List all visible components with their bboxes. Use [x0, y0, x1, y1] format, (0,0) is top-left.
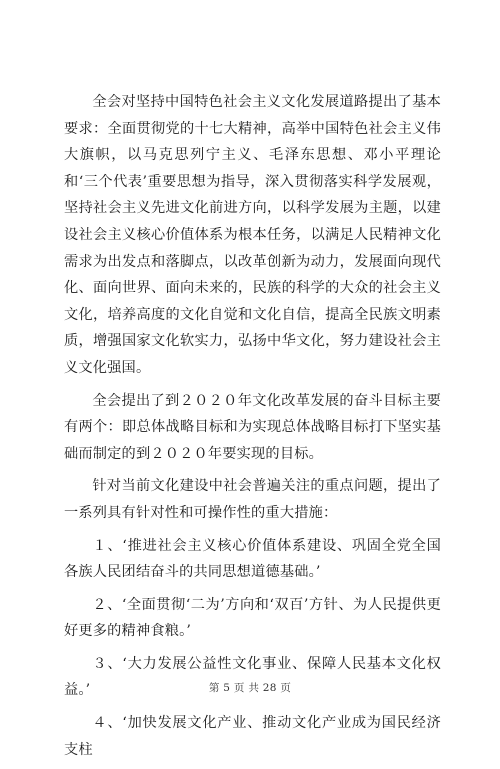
paragraph: 全会对坚持中国特色社会主义文化发展道路提出了基本要求：全面贯彻党的十七大精神，高举中国特色社会主义伟大旗帜，以马克思列宁主义、毛泽东思想、邓小平理论和‘三个代表’重要思想为指导，深入贯彻落实科学发展观，坚持社会主义先进文化前进方向，以科学发展为主题，以建设社会主义核心价值体系为根本任务，以满足人民精神文化需求为出发点和落脚点，以改革创新为动力，发展面向现代化、面向世界、面向未来的，民族的科学的大众的社会主义文化，培养高度的文化自觉和文化自信，提高全民族文明素质，增强国家文化软实力，弘扬中华文化，努力建设社会主义文化强国。	[64, 94, 441, 376]
paragraph: 针对当前文化建设中社会普遍关注的重点问题，提出了一系列具有针对性和可操作性的重大措施：	[64, 478, 441, 521]
list-item: １、‘推进社会主义核心价值体系建设、巩固全党全国各族人民团结奋斗的共同思想道德基础。’	[64, 537, 441, 581]
list-item: ３、‘大力发展公益性文化事业、保障人民基本文化权益。’	[64, 655, 441, 699]
page-footer-label: 第 5 页 共 28 页	[208, 682, 292, 694]
document-body	[64, 89, 441, 769]
list-item: ２、‘全面贯彻‘二为’方向和‘双百’方针、为人民提供更好更多的精神食粮。’	[64, 596, 441, 640]
paragraph: 全会提出了到２０２０年文化改革发展的奋斗目标主要有两个：即总体战略目标和为实现总体战略目标打下坚实基础而制定的到２０２０年要实现的目标。	[64, 392, 441, 462]
list-item: ４、‘加快发展文化产业、推动文化产业成为国民经济支柱	[64, 715, 441, 758]
